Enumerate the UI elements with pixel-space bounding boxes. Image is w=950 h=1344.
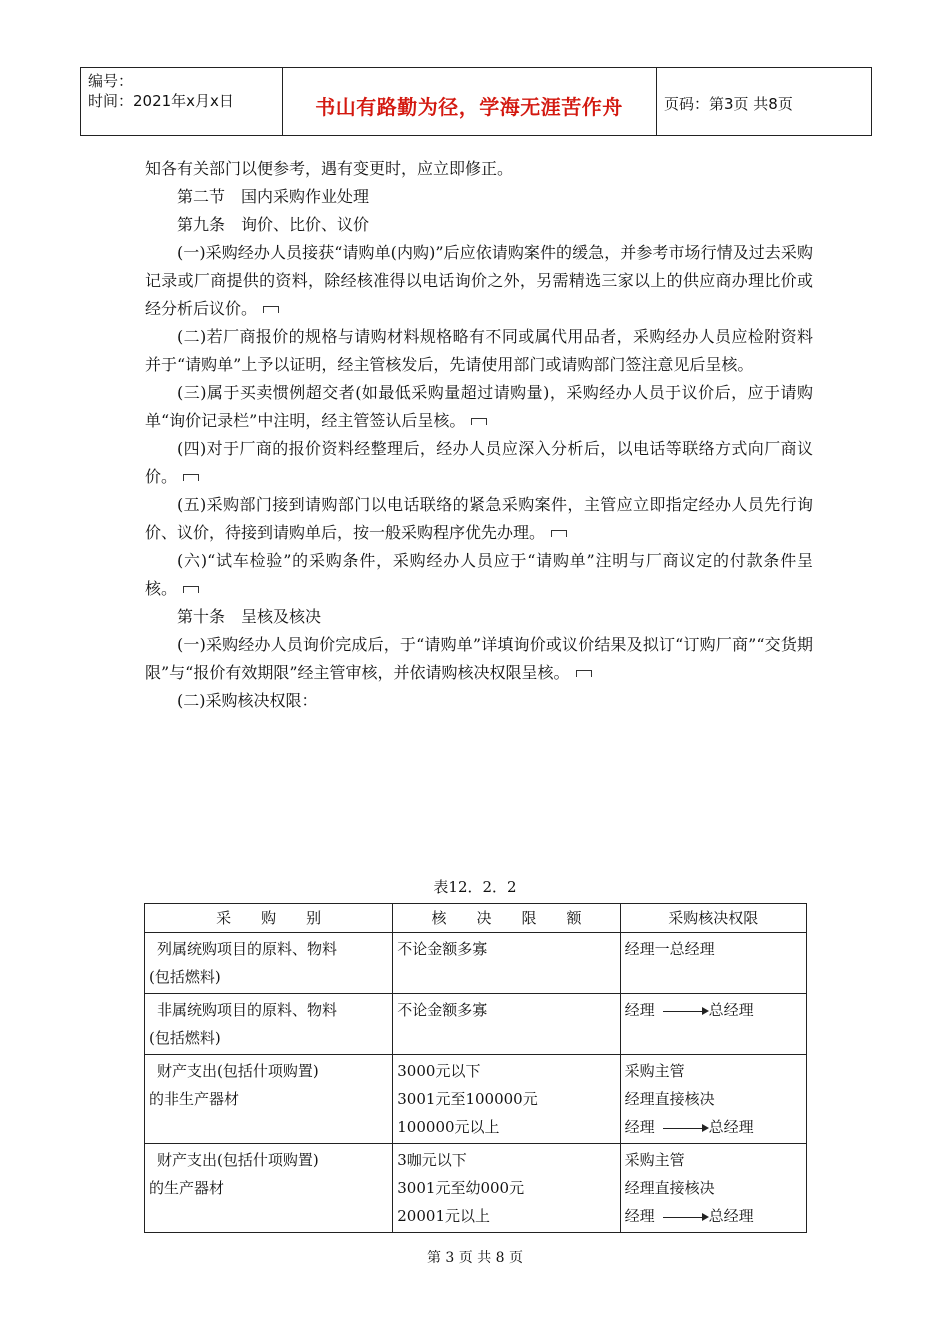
authority-line xyxy=(625,1202,802,1230)
paragraph-mark-icon xyxy=(183,474,199,481)
category-line: 财产支出(包括什项购置) xyxy=(157,1062,319,1080)
authority-to: 总经理 xyxy=(708,1001,754,1019)
table-row xyxy=(145,1055,807,1144)
amount-line: 不论金额多寡 xyxy=(397,1001,488,1019)
header-divider-left xyxy=(282,67,283,136)
table-row xyxy=(145,994,807,1055)
header-right-border xyxy=(871,67,872,136)
article-heading: 第九条 询价、比价、议价 xyxy=(177,215,370,234)
paragraph-mark-icon xyxy=(183,586,199,593)
document-body xyxy=(145,155,813,715)
arrow-right-icon xyxy=(663,1128,703,1129)
category-cell xyxy=(145,1144,393,1233)
category-line: 列属统购项目的原料、物料 xyxy=(157,940,338,958)
header-bottom-rule xyxy=(80,135,872,136)
amount-cell xyxy=(393,994,620,1055)
category-line: (包括燃料) xyxy=(149,1029,221,1047)
article-heading: 第十条 呈核及核决 xyxy=(177,607,322,626)
amount-line: 不论金额多寡 xyxy=(397,940,488,958)
authority-line xyxy=(625,1113,802,1141)
amount-line: 3咖元以下 xyxy=(397,1151,467,1169)
header-divider-right xyxy=(656,67,657,136)
header-cell-authority: 采购核决权限 xyxy=(620,904,806,933)
arrow-right-icon xyxy=(663,1011,703,1012)
table-row xyxy=(145,1144,807,1233)
paragraph: (六)“试车检验”的采购条件，采购经办人员应于“请购单”注明与厂商议定的付款条件呈核。 xyxy=(145,551,813,598)
category-cell xyxy=(145,1055,393,1144)
authority-to: 总经理 xyxy=(708,1207,754,1225)
category-line: (包括燃料) xyxy=(149,968,221,986)
paragraph: (一)采购经办人员询价完成后，于“请购单”详填询价或议价结果及拟订“订购厂商”“交货期限”与“报价有效期限”经主管审核，并依请购核决权限呈核。 xyxy=(145,635,813,682)
table-caption: 表12．2．2 xyxy=(433,878,517,896)
paragraph: (三)属于买卖惯例超交者(如最低采购量超过请购量)，采购经办人员于议价后，应于请购单“询价记录栏”中注明，经主管签认后呈核。 xyxy=(145,383,813,430)
amount-cell xyxy=(393,1055,620,1144)
table-header-row xyxy=(145,904,807,933)
authority-cell xyxy=(620,1055,806,1144)
category-line: 的生产器材 xyxy=(149,1179,225,1197)
amount-line: 3000元以下 xyxy=(397,1062,481,1080)
header-top-rule xyxy=(80,67,872,68)
arrow-right-icon xyxy=(663,1217,703,1218)
paragraph: (一)采购经办人员接获“请购单(内购)”后应依请购案件的缓急，并参考市场行情及过去采购记录或厂商提供的资料，除经核准得以电话询价之外，另需精选三家以上的供应商办理比价或经分析后议价。 xyxy=(145,243,813,318)
header-cell-category: 采 购 别 xyxy=(145,904,393,933)
amount-line: 3001元至100000元 xyxy=(397,1090,538,1108)
authority-line: 采购主管 xyxy=(624,1062,685,1080)
paragraph: (四)对于厂商的报价资料经整理后，经办人员应深入分析后，以电话等联络方式向厂商议价。 xyxy=(145,439,813,486)
amount-cell xyxy=(393,933,620,994)
paragraph: (二)采购核决权限： xyxy=(177,691,318,710)
paragraph-mark-icon xyxy=(576,670,592,677)
category-line: 的非生产器材 xyxy=(149,1090,240,1108)
amount-cell xyxy=(393,1144,620,1233)
authority-from: 经理 xyxy=(624,1207,655,1225)
paragraph-mark-icon xyxy=(263,306,279,313)
header-page-number: 页码：第3页 共8页 xyxy=(664,95,793,113)
table-row xyxy=(145,933,807,994)
authority-line: 经理一总经理 xyxy=(624,940,715,958)
header-left-border xyxy=(80,67,81,136)
page-footer: 第 3 页 共 8 页 xyxy=(426,1250,524,1266)
authority-cell xyxy=(620,994,806,1055)
header-meta xyxy=(88,71,234,111)
authority-from: 经理 xyxy=(624,1001,655,1019)
section-heading: 第二节 国内采购作业处理 xyxy=(177,187,370,206)
document-number: 编号： xyxy=(88,72,134,90)
authority-cell xyxy=(620,1144,806,1233)
category-line: 财产支出(包括什项购置) xyxy=(157,1151,319,1169)
paragraph: (二)若厂商报价的规格与请购材料规格略有不同或属代用品者，采购经办人员应检附资料并于“请购单”上予以证明，经主管核发后，先请使用部门或请购部门签注意见后呈核。 xyxy=(145,327,813,374)
paragraph-mark-icon xyxy=(551,530,567,537)
category-line: 非属统购项目的原料、物料 xyxy=(157,1001,338,1019)
document-date: 时间：2021年x月x日 xyxy=(88,92,234,110)
authority-line: 采购主管 xyxy=(624,1151,685,1169)
authority-from: 经理 xyxy=(624,1118,655,1136)
category-cell xyxy=(145,933,393,994)
authority-line: 经理直接核决 xyxy=(624,1090,715,1108)
paragraph: 知各有关部门以便参考，遇有变更时，应立即修正。 xyxy=(145,159,514,178)
paragraph: (五)采购部门接到请购部门以电话联络的紧急采购案件，主管应立即指定经办人员先行询价、议价，待接到请购单后，按一般采购程序优先办理。 xyxy=(145,495,813,542)
amount-line: 3001元至幼000元 xyxy=(397,1179,525,1197)
authority-line: 经理直接核决 xyxy=(624,1179,715,1197)
paragraph-mark-icon xyxy=(471,418,487,425)
category-cell xyxy=(145,994,393,1055)
header-cell-amount: 核 决 限 额 xyxy=(393,904,620,933)
amount-line: 20001元以上 xyxy=(397,1207,490,1225)
approval-authority-table xyxy=(144,903,807,1233)
amount-line: 100000元以上 xyxy=(397,1118,500,1136)
authority-line xyxy=(625,996,802,1024)
authority-cell xyxy=(620,933,806,994)
header-motto: 书山有路勤为径，学海无涯苦作舟 xyxy=(315,95,623,119)
authority-to: 总经理 xyxy=(708,1118,754,1136)
